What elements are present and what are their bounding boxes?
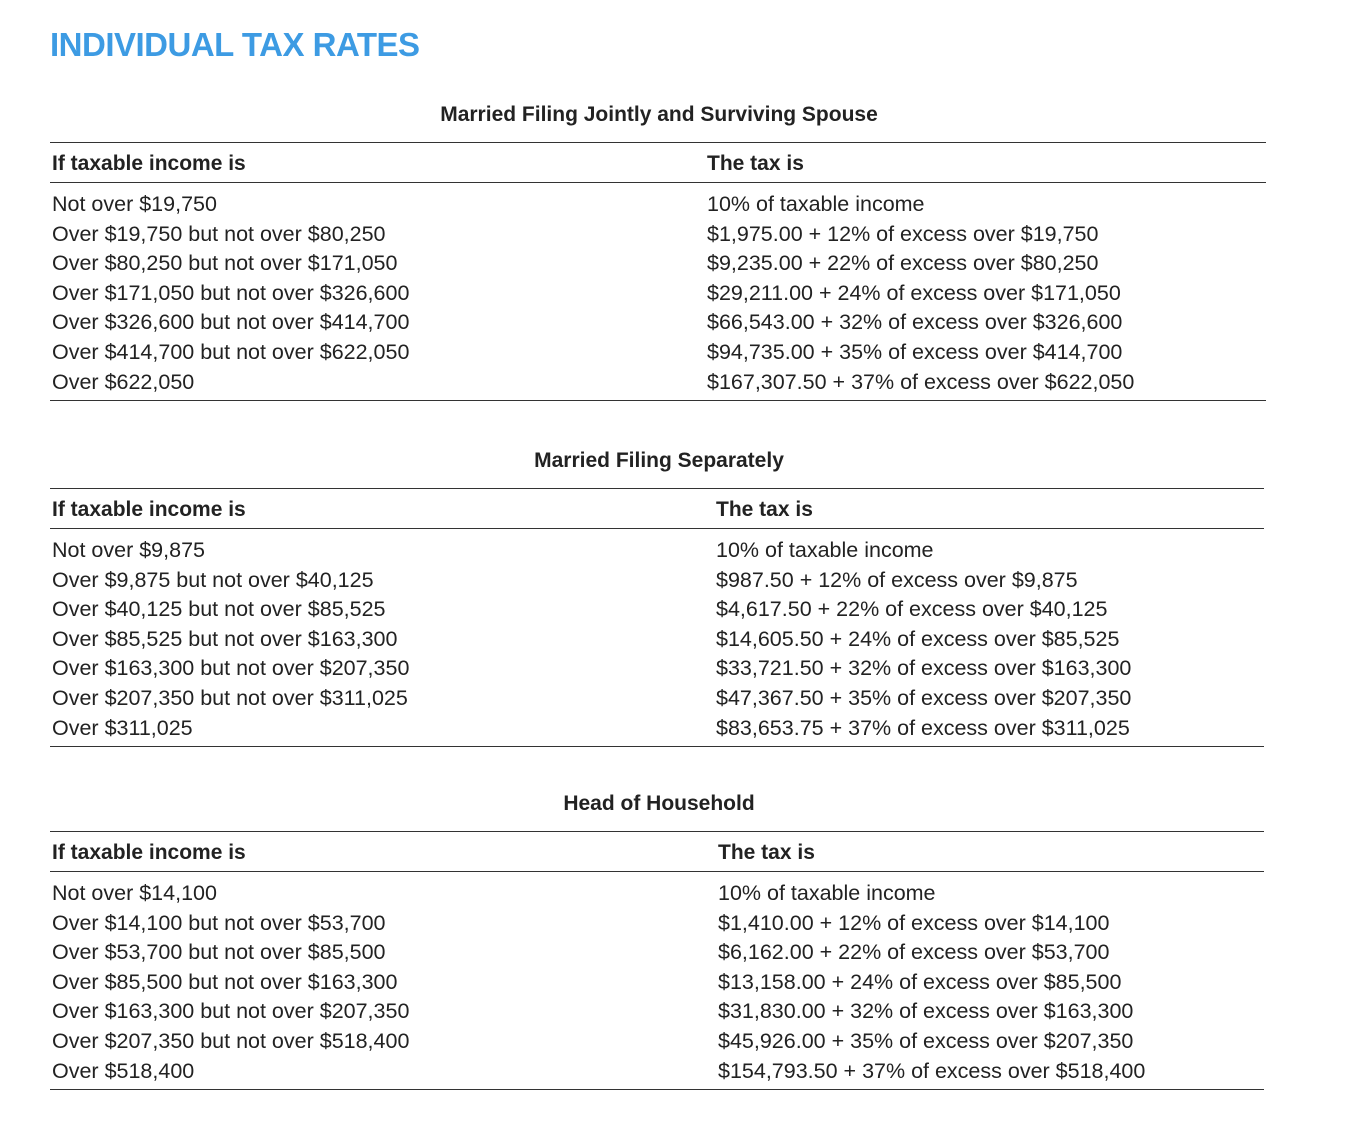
income-cell: Over $171,050 but not over $326,600 — [52, 280, 410, 305]
column-header-tax: The tax is — [718, 841, 815, 864]
tax-cell: $9,235.00 + 22% of excess over $80,250 — [707, 251, 1099, 276]
tax-cell: $14,605.50 + 24% of excess over $85,525 — [716, 626, 1120, 651]
income-cell: Over $9,875 but not over $40,125 — [52, 567, 374, 592]
income-cell: Over $622,050 — [52, 369, 195, 394]
column-header-income: If taxable income is — [52, 152, 246, 175]
section-title: Married Filing Jointly and Surviving Spouse — [440, 103, 878, 126]
income-cell: Over $14,100 but not over $53,700 — [52, 910, 386, 935]
header-top-rule — [50, 142, 1266, 143]
income-cell: Over $40,125 but not over $85,525 — [52, 597, 386, 622]
section-title: Head of Household — [563, 792, 755, 815]
income-cell: Not over $9,875 — [52, 538, 205, 562]
column-header-income: If taxable income is — [52, 498, 246, 521]
column-header-tax: The tax is — [716, 498, 813, 521]
income-cell: Over $414,700 but not over $622,050 — [52, 339, 410, 364]
header-top-rule — [50, 488, 1264, 489]
header-bottom-rule — [50, 528, 1264, 529]
header-top-rule — [50, 831, 1264, 832]
column-header-income: If taxable income is — [52, 841, 246, 864]
tax-cell: 10% of taxable income — [718, 881, 936, 905]
tax-cell: $66,543.00 + 32% of excess over $326,600 — [707, 310, 1123, 335]
tax-cell: $6,162.00 + 22% of excess over $53,700 — [718, 940, 1110, 965]
tax-cell: $33,721.50 + 32% of excess over $163,300 — [716, 656, 1132, 681]
income-cell: Over $19,750 but not over $80,250 — [52, 221, 386, 246]
income-cell: Over $163,300 but not over $207,350 — [52, 999, 410, 1024]
tax-cell: $45,926.00 + 35% of excess over $207,350 — [718, 1028, 1134, 1053]
tax-cell: $4,617.50 + 22% of excess over $40,125 — [716, 597, 1108, 622]
tax-cell: $94,735.00 + 35% of excess over $414,700 — [707, 339, 1123, 364]
page-title: INDIVIDUAL TAX RATES — [50, 26, 420, 63]
income-cell: Over $85,525 but not over $163,300 — [52, 626, 398, 651]
income-cell: Over $80,250 but not over $171,050 — [52, 251, 398, 276]
tax-cell: $13,158.00 + 24% of excess over $85,500 — [718, 969, 1122, 994]
tax-cell: $29,211.00 + 24% of excess over $171,050 — [707, 280, 1121, 305]
table-bottom-rule — [50, 746, 1264, 747]
tax-cell: $167,307.50 + 37% of excess over $622,050 — [707, 369, 1135, 394]
income-cell: Over $85,500 but not over $163,300 — [52, 969, 398, 994]
tax-cell: $47,367.50 + 35% of excess over $207,350 — [716, 685, 1132, 710]
column-header-tax: The tax is — [707, 152, 804, 175]
tax-cell: 10% of taxable income — [716, 538, 934, 562]
tax-cell: $987.50 + 12% of excess over $9,875 — [716, 567, 1078, 592]
tax-cell: $83,653.75 + 37% of excess over $311,025 — [716, 715, 1130, 740]
tax-cell: $31,830.00 + 32% of excess over $163,300 — [718, 999, 1134, 1024]
income-cell: Over $207,350 but not over $311,025 — [52, 685, 408, 710]
header-bottom-rule — [50, 182, 1266, 183]
tax-cell: $154,793.50 + 37% of excess over $518,400 — [718, 1058, 1146, 1083]
income-cell: Over $53,700 but not over $85,500 — [52, 940, 386, 965]
table-bottom-rule — [50, 400, 1266, 401]
income-cell: Not over $14,100 — [52, 881, 217, 905]
income-cell: Over $518,400 — [52, 1058, 195, 1083]
tax-cell: $1,410.00 + 12% of excess over $14,100 — [718, 910, 1110, 935]
table-bottom-rule — [50, 1089, 1264, 1090]
tax-cell: 10% of taxable income — [707, 192, 925, 216]
income-cell: Over $311,025 — [52, 715, 193, 740]
income-cell: Over $207,350 but not over $518,400 — [52, 1028, 410, 1053]
header-bottom-rule — [50, 871, 1264, 872]
income-cell: Not over $19,750 — [52, 192, 217, 216]
income-cell: Over $163,300 but not over $207,350 — [52, 656, 410, 681]
section-title: Married Filing Separately — [534, 449, 784, 472]
income-cell: Over $326,600 but not over $414,700 — [52, 310, 410, 335]
tax-cell: $1,975.00 + 12% of excess over $19,750 — [707, 221, 1099, 246]
